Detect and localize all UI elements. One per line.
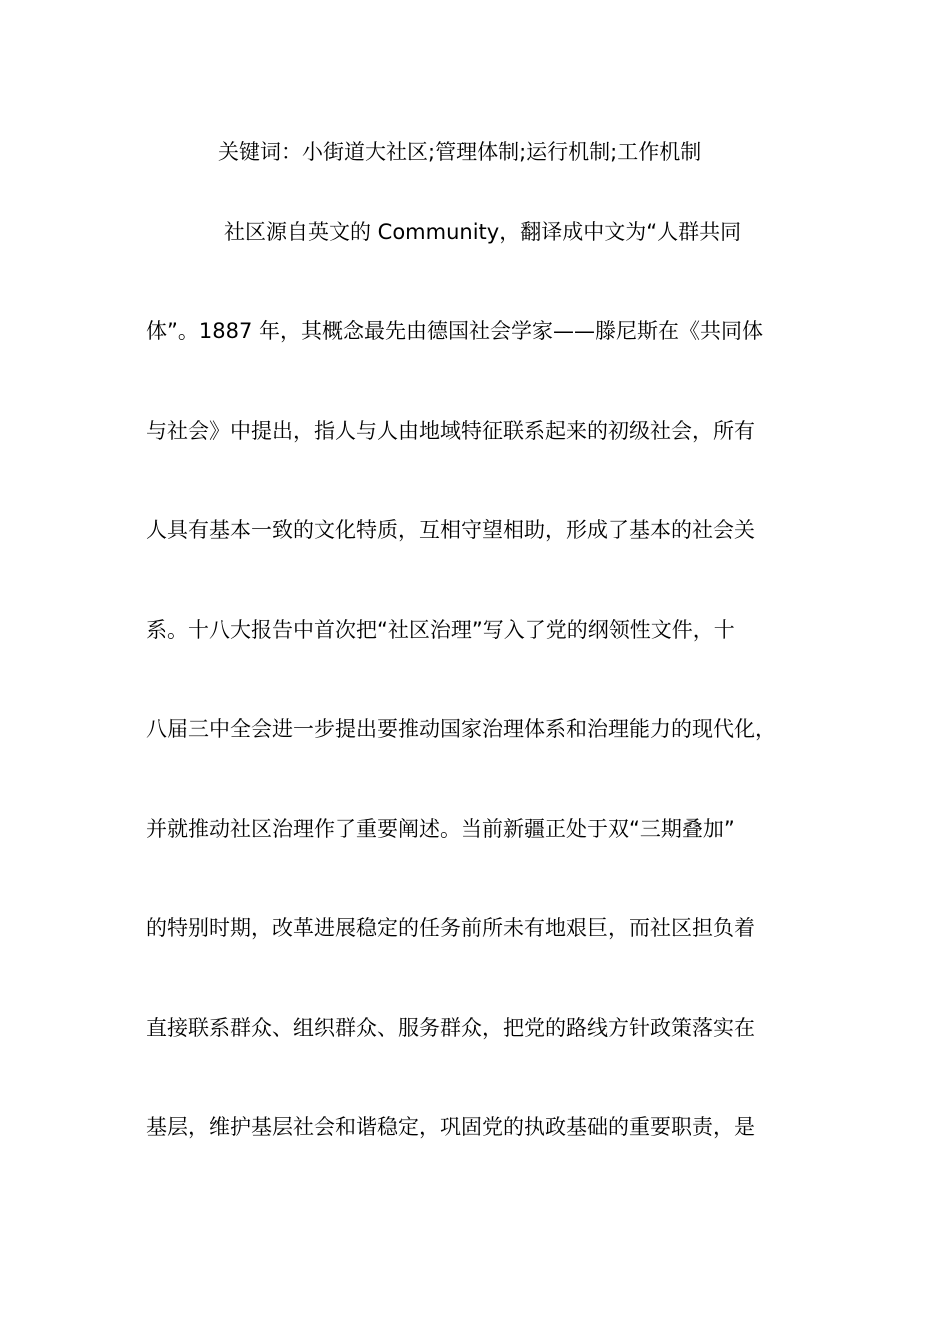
- paragraph-line: 八届三中全会进一步提出要推动国家治理体系和治理能力的现代化，: [146, 717, 776, 741]
- paragraph-line: 与社会》中提出，指人与人由地域特征联系起来的初级社会，所有: [146, 419, 755, 443]
- paragraph-line: 体”。1887 年，其概念最先由德国社会学家——滕尼斯在《共同体: [146, 319, 763, 343]
- paragraph-line: 基层，维护基层社会和谐稳定，巩固党的执政基础的重要职责，是: [146, 1115, 755, 1139]
- keywords-line: 关键词：小街道大社区;管理体制;运行机制;工作机制: [218, 140, 702, 164]
- paragraph-line: 的特别时期，改革进展稳定的任务前所未有地艰巨，而社区担负着: [146, 916, 755, 940]
- paragraph-line: 系。十八大报告中首次把“社区治理”写入了党的纲领性文件，十: [146, 618, 735, 642]
- paragraph-line: 并就推动社区治理作了重要阐述。当前新疆正处于双“三期叠加”: [146, 817, 735, 841]
- paragraph-line: 人具有基本一致的文化特质，互相守望相助，形成了基本的社会关: [146, 518, 755, 542]
- paragraph-line: 社区源自英文的 Community，翻译成中文为“人群共同: [224, 220, 742, 244]
- paragraph-line: 直接联系群众、组织群众、服务群众，把党的路线方针政策落实在: [146, 1016, 755, 1040]
